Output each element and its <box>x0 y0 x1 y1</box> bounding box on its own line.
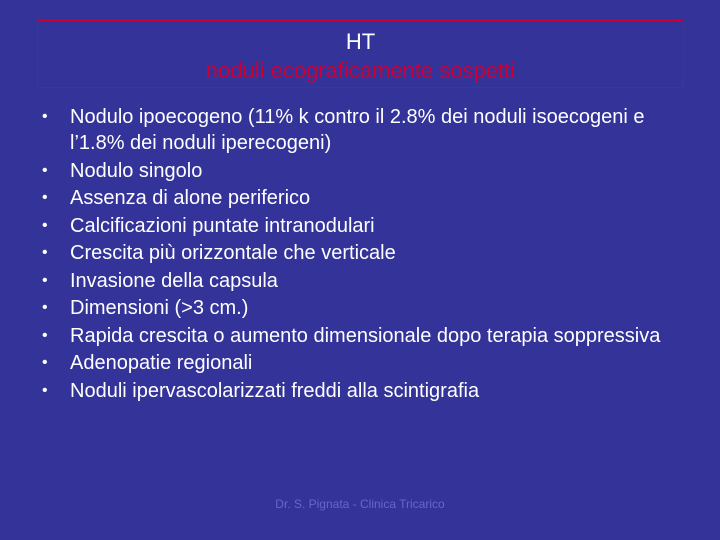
bullet-icon: • <box>42 189 48 206</box>
bullet-text: Noduli ipervascolarizzati freddi alla scintigrafia <box>70 379 480 402</box>
bullet-list <box>42 104 682 405</box>
slide-subtitle: noduli ecograficamente sospetti <box>205 58 516 83</box>
list-item <box>42 104 682 156</box>
footer-credit: Dr. S. Pignata - Clinica Tricarico <box>275 497 445 511</box>
bullet-icon: • <box>42 271 48 289</box>
list-item <box>42 350 682 376</box>
slide-title-box <box>37 20 684 88</box>
list-item <box>42 240 682 266</box>
list-item <box>42 268 682 294</box>
list-item <box>42 295 682 321</box>
bullet-icon: • <box>42 299 48 316</box>
bullet-text: Nodulo singolo <box>70 159 203 182</box>
list-item <box>42 185 682 211</box>
bullet-icon: • <box>42 161 48 179</box>
bullet-text: Dimensioni (>3 cm.) <box>70 297 249 319</box>
list-item <box>42 378 682 404</box>
bullet-text: Nodulo ipoecogeno (11% k contro il 2.8% dei noduli isoecogeni e l’1.8% dei noduli iperecogeni) <box>70 106 645 154</box>
bullet-icon: • <box>42 326 48 344</box>
bullet-icon: • <box>42 244 48 261</box>
list-item <box>42 213 682 239</box>
bullet-icon: • <box>42 216 48 234</box>
bullet-text: Assenza di alone periferico <box>70 187 311 209</box>
list-item <box>42 323 682 349</box>
bullet-text: Calcificazioni puntate intranodulari <box>70 214 375 237</box>
bullet-text: Crescita più orizzontale che verticale <box>70 242 396 264</box>
bullet-icon: • <box>42 354 48 371</box>
list-item <box>42 158 682 184</box>
bullet-text: Invasione della capsula <box>70 269 278 292</box>
bullet-text: Rapida crescita o aumento dimensionale dopo terapia soppressiva <box>70 324 661 347</box>
bullet-icon: • <box>42 381 48 399</box>
slide-title: HT <box>345 29 376 54</box>
bullet-icon: • <box>42 108 48 125</box>
bullet-text: Adenopatie regionali <box>70 352 253 374</box>
